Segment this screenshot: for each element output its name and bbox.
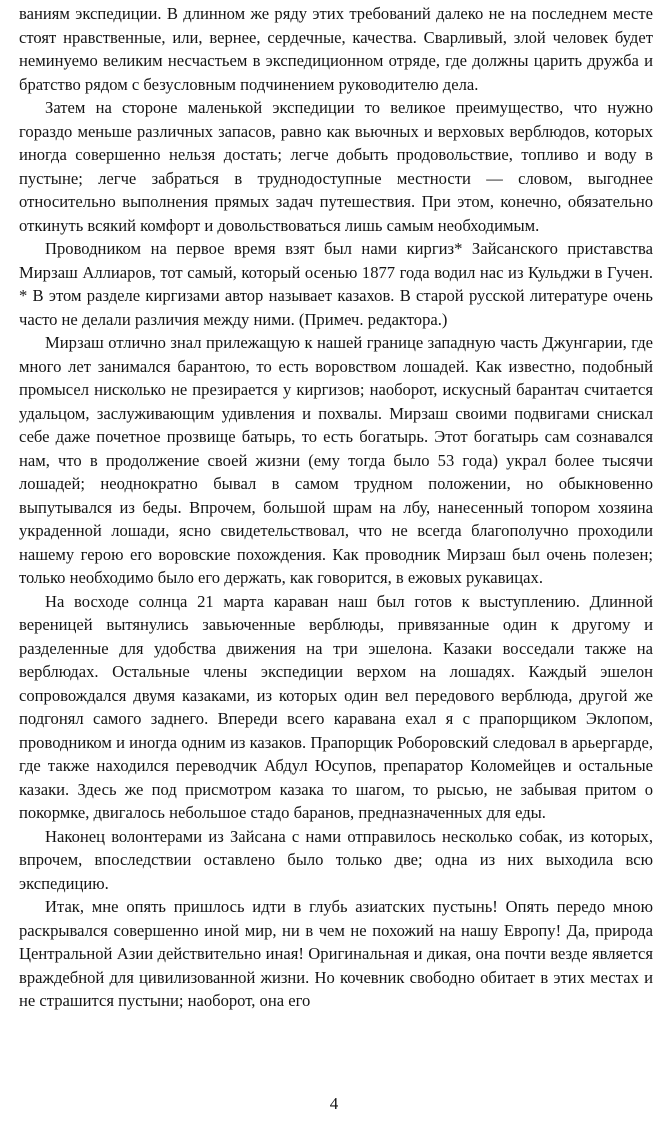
paragraph-6: Наконец волонтерами из Зайсана с нами отправилось несколько собак, из которых, впрочем, впоследствии оставлено было только две; одна из них выходила всю экспедицию. (19, 826, 653, 893)
paragraph-7: Итак, мне опять пришлось идти в глубь азиатских пустынь! Опять передо мною раскрывался совершенно иной мир, ни в чем не похожий на нашу Европу! Да, природа Центральной Азии действительно иная! Оригинальная и дикая, она почти везде является враждебной для цивилизованной жизни. Но кочевник свободно обитает в этих местах и не страшится пустыни; наоборот, она его (19, 897, 653, 1010)
paragraph-3: Проводником на первое время взят был нами киргиз* Зайсанского приставства Мирзаш Аллиаров, тот самый, который осенью 1877 года водил нас из Кульджи в Гучен. * В этом разделе киргизами автор называет казахов. В старой русской литературе очень часто не делали различия между ними. (Примеч. редактора.) (19, 239, 653, 329)
paragraph-5: На восходе солнца 21 марта караван наш был готов к выступлению. Длинной вереницей вытянулись завьюченные верблюды, привязанные один к другому и разделенные для удобства движения на три эшелона. Казаки восседали также на верблюдах. Остальные члены экспедиции верхом на лошадях. Каждый эшелон сопровождался двумя казаками, из которых один вел передового верблюда, другой же подгонял самого заднего. Впереди всего каравана ехал я с прапорщиком Эклопом, проводником и иногда одним из казаков. Прапорщик Роборовский следовал в арьергарде, где также находился переводчик Абдул Юсупов, препаратор Коломейцев и остальные казаки. Здесь же под присмотром казака то шагом, то рысью, не забывая притом о покормке, двигалось небольшое стадо баранов, предназначенных для еды. (19, 591, 653, 822)
paragraph-2: Затем на стороне маленькой экспедиции то великое преимущество, что нужно гораздо меньше различных запасов, равно как вьючных и верховых верблюдов, которых иногда совершенно нельзя достать; легче добыть продовольствие, топливо и воду в пустыне; легче забраться в труднодоступные местности — словом, выгоднее относительно выполнения прямых задач путешествия. При этом, конечно, обязательно откинуть всякий комфорт и довольствоваться лишь самым необходимым. (19, 98, 653, 235)
paragraph-4: Мирзаш отлично знал прилежащую к нашей границе западную часть Джунгарии, где много лет занимался барантою, то есть воровством лошадей. Как известно, подобный промысел нисколько не презирается у киргизов; наоборот, искусный барантач считается удальцом, заслуживающим удивления и похвалы. Мирзаш своими подвигами снискал себе даже почетное прозвище батырь, то есть богатырь. Этот богатырь сам сознавался нам, что в продолжение своей жизни (ему тогда было 53 года) украл более тысячи лошадей; неоднократно бывал в самом трудном положении, но обыкновенно выпутывался из беды. Впрочем, большой шрам на лбу, нанесенный топором хозяина украденной лошади, ясно свидетельствовал, что не всегда благополучно проходили нашему герою его воровские похождения. Как проводник Мирзаш был очень полезен; только необходимо было его держать, как говорится, в ежовых рукавицах. (19, 333, 653, 587)
page-body (19, 2, 653, 1013)
page-number: 4 (329, 1094, 339, 1113)
paragraph-1: ваниям экспедиции. В длинном же ряду этих требований далеко не на последнем месте стоят нравственные, или, вернее, сердечные, качества. Сварливый, злой человек будет неминуемо великим несчастьем в экспедиционном отряде, где должны царить дружба и братство рядом с безусловным подчинением руководителю дела. (19, 4, 653, 94)
